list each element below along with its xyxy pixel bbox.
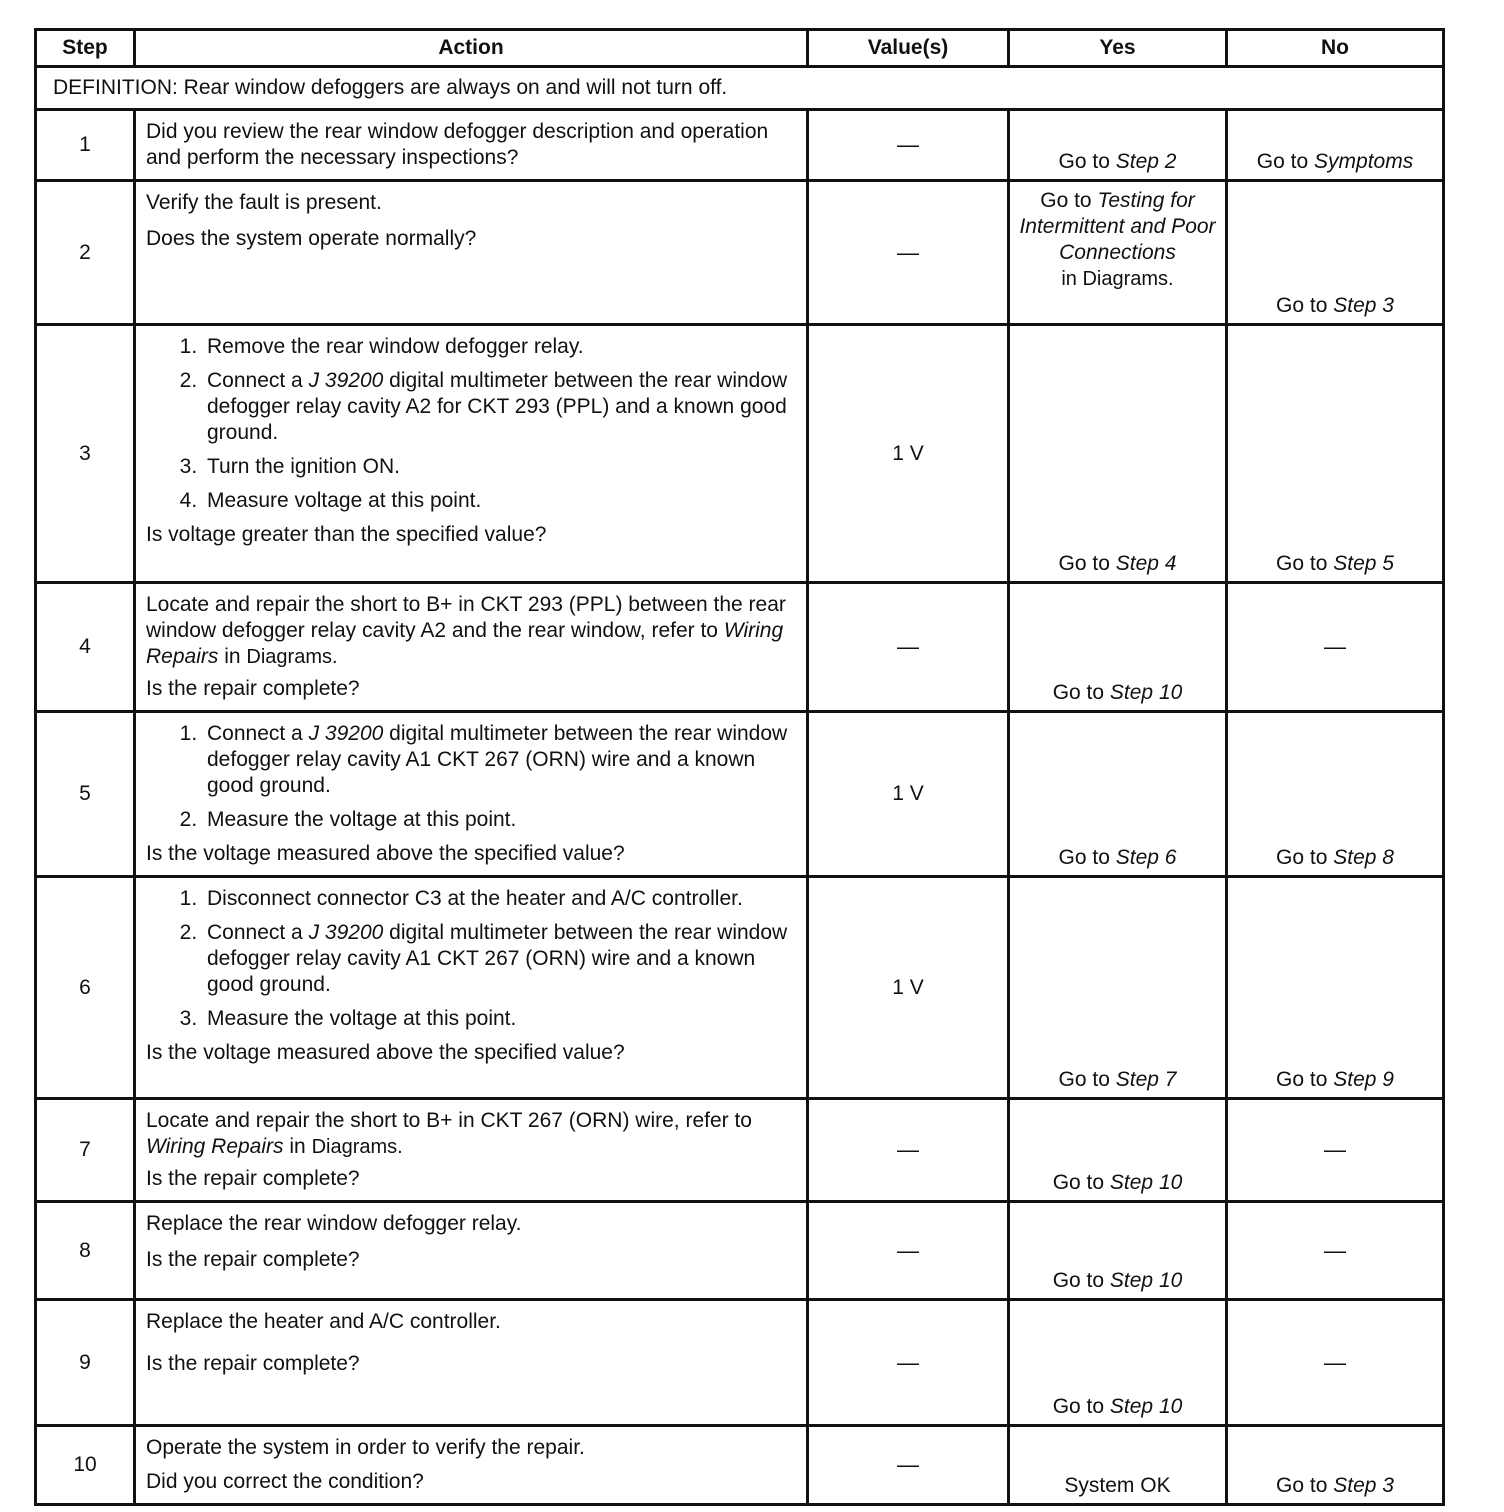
list-item: 3. Measure the voltage at this point. — [203, 1006, 796, 1032]
tool-ref: J 39200 — [308, 921, 384, 944]
table-row — [36, 110, 1444, 181]
action-text: Verify the fault is present. — [146, 191, 382, 214]
list-item: 1. Connect a J 39200 digital multimeter between the rear window defogger relay cavity A1 CKT 267 (ORN) wire and a known good ground. — [203, 721, 796, 799]
action-text: Replace the rear window defogger relay. — [146, 1212, 522, 1235]
action-question: Is the repair complete? — [146, 1248, 360, 1271]
no-cell — [1227, 110, 1444, 181]
action-question: Did you correct the condition? — [146, 1470, 424, 1493]
action-question: Does the system operate normally? — [146, 227, 477, 250]
yes-prefix: Go to — [1058, 846, 1110, 869]
action-question: Is the repair complete? — [146, 677, 360, 700]
yes-ref: Step 10 — [1109, 1395, 1183, 1418]
no-prefix: Go to — [1256, 150, 1309, 173]
action-cell — [135, 325, 808, 583]
yes-prefix: Go to — [1040, 189, 1092, 212]
no-cell: — — [1227, 1099, 1444, 1202]
value-cell: — — [808, 583, 1009, 712]
step-number: 9 — [36, 1300, 135, 1426]
action-list — [146, 334, 796, 514]
no-ref: Symptoms — [1314, 150, 1414, 173]
yes-ref: Step 10 — [1109, 1171, 1183, 1194]
tool-ref: J 39200 — [308, 369, 384, 392]
action-cell — [135, 181, 808, 325]
yes-ref: Step 10 — [1109, 1269, 1183, 1292]
value-cell: — — [808, 1202, 1009, 1300]
action-cell — [135, 712, 808, 877]
yes-cell — [1009, 325, 1227, 583]
yes-prefix: Go to — [1052, 1269, 1105, 1292]
no-cell — [1227, 1426, 1444, 1505]
value-cell: — — [808, 1300, 1009, 1426]
action-text: Locate and repair the short to B+ in CKT 267 (ORN) wire, refer to Wiring Repairs in Diagrams. — [146, 1109, 752, 1158]
action-question: Is the voltage measured above the specified value? — [146, 1041, 625, 1064]
no-ref: Step 8 — [1333, 846, 1394, 869]
wiring-ref: Wiring Repairs — [146, 1135, 284, 1158]
action-cell — [135, 1202, 808, 1300]
yes-cell — [1009, 712, 1227, 877]
header-values: Value(s) — [808, 30, 1009, 67]
tool-ref: J 39200 — [308, 722, 384, 745]
action-list — [146, 721, 796, 833]
table-row — [36, 1300, 1444, 1426]
step-number: 7 — [36, 1099, 135, 1202]
value-cell: 1 V — [808, 712, 1009, 877]
action-cell — [135, 110, 808, 181]
yes-cell — [1009, 877, 1227, 1099]
table-row — [36, 1099, 1444, 1202]
header-row — [36, 30, 1444, 67]
header-action: Action — [135, 30, 808, 67]
list-item: 1. Remove the rear window defogger relay. — [203, 334, 796, 360]
yes-ref: Testing for Intermittent and Poor Connections — [1019, 189, 1216, 264]
no-cell — [1227, 325, 1444, 583]
no-prefix: Go to — [1276, 1068, 1328, 1091]
header-no: No — [1227, 30, 1444, 67]
yes-cell — [1009, 1300, 1227, 1426]
action-question: Is the repair complete? — [146, 1167, 360, 1190]
yes-cell — [1009, 1099, 1227, 1202]
list-item: 1. Disconnect connector C3 at the heater and A/C controller. — [203, 886, 796, 912]
action-list — [146, 886, 796, 1032]
step-number: 6 — [36, 877, 135, 1099]
no-ref: Step 3 — [1333, 294, 1394, 317]
value-cell: — — [808, 110, 1009, 181]
no-prefix: Go to — [1276, 552, 1328, 575]
table-row — [36, 877, 1444, 1099]
yes-ref: Step 6 — [1115, 846, 1177, 869]
action-cell — [135, 877, 808, 1099]
action-cell — [135, 1426, 808, 1505]
step-number: 10 — [36, 1426, 135, 1505]
step-number: 5 — [36, 712, 135, 877]
header-yes: Yes — [1009, 30, 1227, 67]
definition-text: DEFINITION: Rear window defoggers are always on and will not turn off. — [36, 67, 1444, 110]
yes-prefix: Go to — [1058, 150, 1110, 173]
no-cell: — — [1227, 1300, 1444, 1426]
value-cell: 1 V — [808, 325, 1009, 583]
no-cell — [1227, 877, 1444, 1099]
yes-prefix: Go to — [1052, 1171, 1105, 1194]
action-cell — [135, 1099, 808, 1202]
step-number: 4 — [36, 583, 135, 712]
action-question: Is the voltage measured above the specified value? — [146, 842, 625, 865]
yes-prefix: Go to — [1058, 1068, 1110, 1091]
table-row — [36, 1426, 1444, 1505]
value-cell: — — [808, 181, 1009, 325]
action-text: Operate the system in order to verify the repair. — [146, 1436, 585, 1459]
step-number: 3 — [36, 325, 135, 583]
yes-ref: Step 10 — [1109, 681, 1183, 704]
step-number: 8 — [36, 1202, 135, 1300]
no-ref: Step 5 — [1333, 552, 1394, 575]
table-row — [36, 583, 1444, 712]
list-item: 2. Measure the voltage at this point. — [203, 807, 796, 833]
value-cell: — — [808, 1426, 1009, 1505]
list-item: 2. Connect a J 39200 digital multimeter between the rear window defogger relay cavity A2 for CKT 293 (PPL) and a known good ground. — [203, 368, 796, 446]
list-item: 4. Measure voltage at this point. — [203, 488, 796, 514]
yes-cell — [1009, 110, 1227, 181]
yes-cell — [1009, 1202, 1227, 1300]
table-row — [36, 181, 1444, 325]
list-item: 2. Connect a J 39200 digital multimeter between the rear window defogger relay cavity A1 CKT 267 (ORN) wire and a known good ground. — [203, 920, 796, 998]
no-cell — [1227, 181, 1444, 325]
yes-cell — [1009, 583, 1227, 712]
yes-prefix: Go to — [1052, 1395, 1105, 1418]
yes-ref: Step 7 — [1115, 1068, 1177, 1091]
step-number: 2 — [36, 181, 135, 325]
action-cell — [135, 1300, 808, 1426]
yes-prefix: Go to — [1058, 552, 1110, 575]
value-cell: — — [808, 1099, 1009, 1202]
no-ref: Step 3 — [1333, 1474, 1394, 1497]
yes-ref: Step 4 — [1115, 552, 1177, 575]
action-text: Locate and repair the short to B+ in CKT 293 (PPL) between the rear window defogger relay cavity A2 and the rear window, refer to Wiring Repairs in Diagrams. — [146, 593, 786, 668]
action-text: Replace the heater and A/C controller. — [146, 1310, 501, 1333]
no-ref: Step 9 — [1333, 1068, 1394, 1091]
no-prefix: Go to — [1276, 846, 1328, 869]
no-cell — [1227, 712, 1444, 877]
action-cell — [135, 583, 808, 712]
no-cell: — — [1227, 1202, 1444, 1300]
table-row — [36, 712, 1444, 877]
header-step: Step — [36, 30, 135, 67]
no-cell: — — [1227, 583, 1444, 712]
value-cell: 1 V — [808, 877, 1009, 1099]
wiring-ref: Wiring Repairs — [146, 619, 784, 668]
definition-row — [36, 67, 1444, 110]
table-row — [36, 325, 1444, 583]
yes-suffix: in Diagrams. — [1061, 268, 1174, 290]
action-question: Is voltage greater than the specified value? — [146, 523, 547, 546]
step-number: 1 — [36, 110, 135, 181]
action-question: Is the repair complete? — [146, 1352, 360, 1375]
action-text: Did you review the rear window defogger description and operation and perform the necessary inspections? — [146, 120, 769, 169]
no-prefix: Go to — [1276, 294, 1328, 317]
table-row — [36, 1202, 1444, 1300]
diagnostic-table — [34, 28, 1445, 1506]
yes-prefix: Go to — [1052, 681, 1105, 704]
yes-cell: System OK — [1009, 1426, 1227, 1505]
no-prefix: Go to — [1276, 1474, 1328, 1497]
yes-ref: Step 2 — [1115, 150, 1177, 173]
list-item: 3. Turn the ignition ON. — [203, 454, 796, 480]
yes-cell — [1009, 181, 1227, 325]
